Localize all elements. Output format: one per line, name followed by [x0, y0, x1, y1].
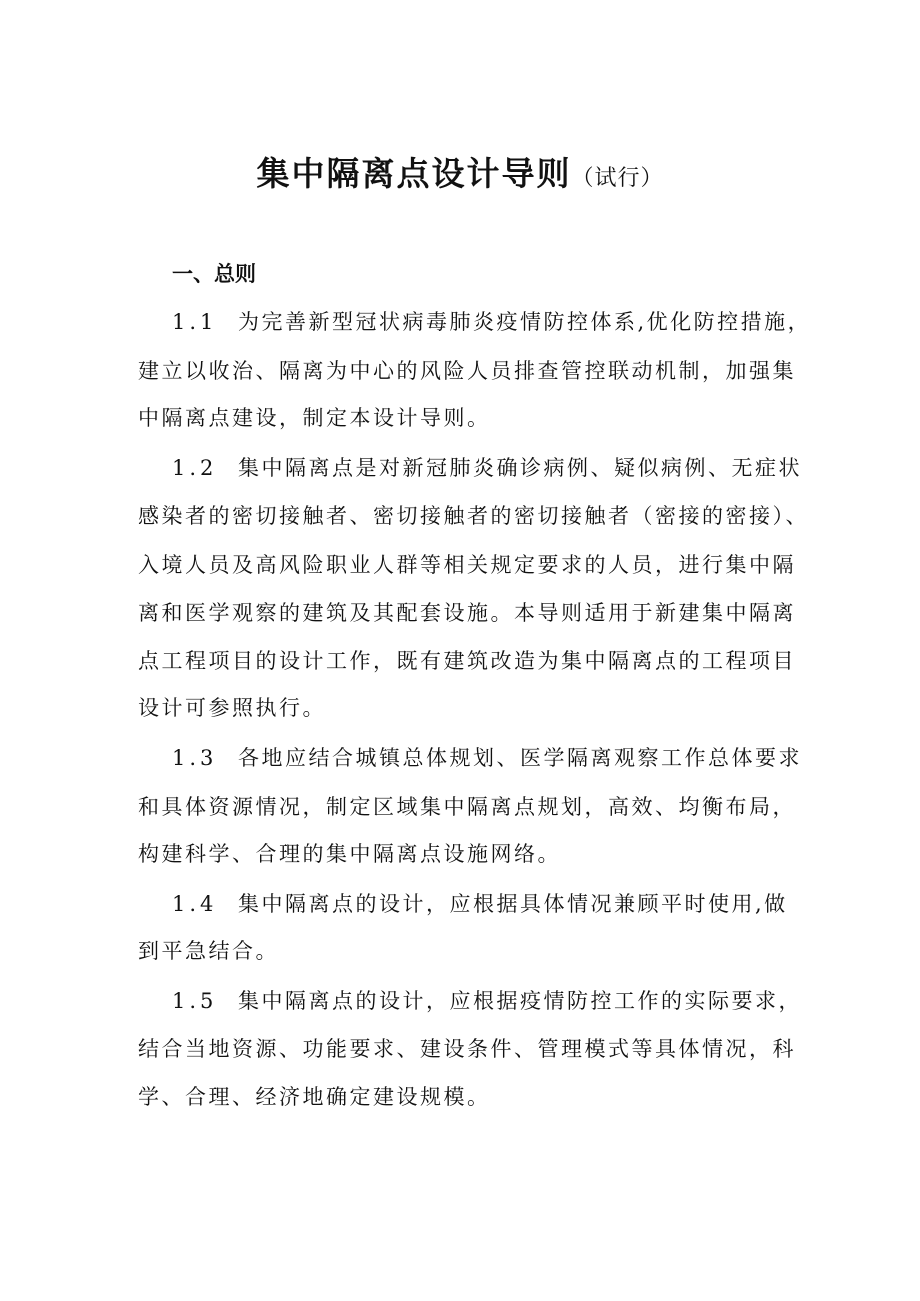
- clause-line: [138, 985, 802, 1015]
- clause-line: 结合当地资源、功能要求、建设条件、管理模式等具体情况，科: [138, 1037, 796, 1061]
- clause-number: 1.5: [172, 989, 218, 1013]
- clause-line: 设计可参照执行。: [138, 696, 326, 720]
- clause-line: 离和医学观察的建筑及其配套设施。本导则适用于新建集中隔离: [138, 601, 796, 625]
- clause-line: [138, 306, 811, 336]
- clause-line: 感染者的密切接触者、密切接触者的密切接触者（密接的密接）、: [138, 504, 809, 528]
- clause-number: 1.1: [172, 310, 218, 334]
- clause-line: 入境人员及高风险职业人群等相关规定要求的人员，进行集中隔: [138, 553, 796, 577]
- title-subtitle: （试行）: [571, 166, 664, 191]
- clause-line: 和具体资源情况，制定区域集中隔离点规划，高效、均衡布局，: [138, 795, 796, 819]
- clause-line: 建立以收治、隔离为中心的风险人员排查管控联动机制，加强集: [138, 359, 796, 383]
- clause-line: [138, 742, 802, 772]
- section-heading: 一、总则: [172, 262, 256, 286]
- clause-number: 1.4: [172, 892, 218, 916]
- clause-line: 中隔离点建设，制定本设计导则。: [138, 406, 491, 430]
- clause-line: 点工程项目的设计工作，既有建筑改造为集中隔离点的工程项目: [138, 649, 796, 673]
- clause-line: 构建科学、合理的集中隔离点设施网络。: [138, 842, 561, 866]
- clause-text: 各地应结合城镇总体规划、医学隔离观察工作总体要求: [238, 746, 802, 770]
- clause-text: 为完善新型冠状病毒肺炎疫情防控体系,优化防控措施，: [238, 310, 812, 334]
- clause-number: 1.3: [172, 746, 218, 770]
- clause-text: 集中隔离点的设计，应根据具体情况兼顾平时使用,做: [238, 892, 788, 916]
- clause-line: [138, 888, 788, 918]
- clause-line: 学、合理、经济地确定建设规模。: [138, 1085, 491, 1109]
- clause-line: [138, 452, 802, 482]
- clause-text: 集中隔离点是对新冠肺炎确诊病例、疑似病例、无症状: [238, 456, 802, 480]
- title-main: 集中隔离点设计导则: [256, 154, 572, 193]
- clause-line: 到平急结合。: [138, 939, 279, 963]
- document-title: [0, 148, 920, 195]
- clause-number: 1.2: [172, 456, 218, 480]
- clause-text: 集中隔离点的设计，应根据疫情防控工作的实际要求，: [238, 989, 802, 1013]
